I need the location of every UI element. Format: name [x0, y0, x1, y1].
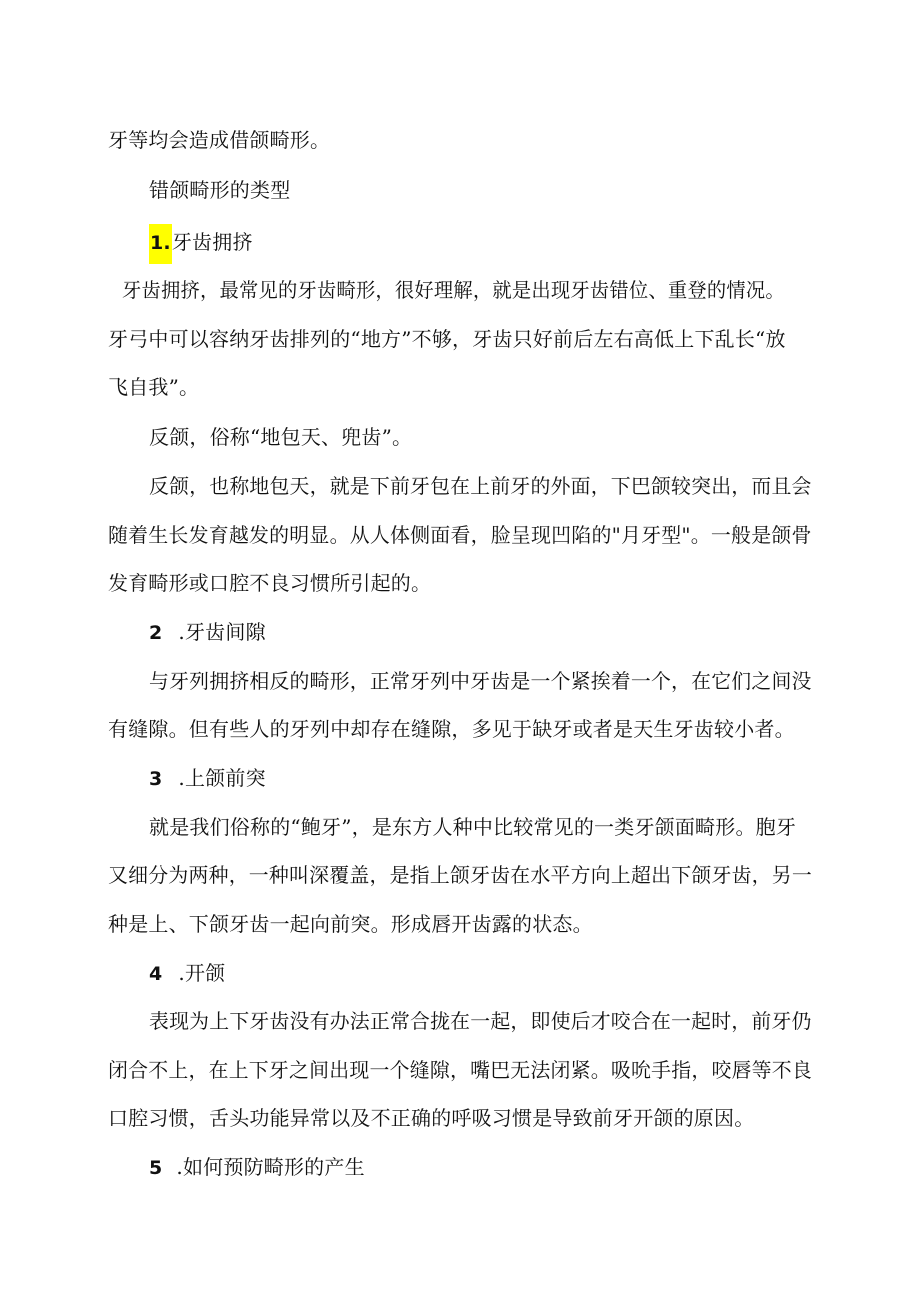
paragraph-line: 反颌，也称地包天，就是下前牙包在上前牙的外面，下巴颌较突出，而且会 [149, 474, 812, 498]
paragraph-line: 牙等均会造成借颌畸形。 [108, 128, 331, 152]
highlighted-item-number: 1. [149, 224, 172, 264]
item-heading-text: .如何预防畸形的产生 [176, 1155, 365, 1179]
paragraph-line: 随着生长发育越发的明显。从人体侧面看，脸呈现凹陷的"月牙型"。一般是颌骨 [108, 523, 812, 547]
paragraph-line: 有缝隙。但有些人的牙列中却存在缝隙，多见于缺牙或者是天生牙齿较小者。 [108, 717, 795, 741]
paragraph-line: 与牙列拥挤相反的畸形，正常牙列中牙齿是一个紧挨着一个，在它们之间没 [149, 669, 812, 693]
paragraph-line: 反颌，俗称“地包天、兜齿”。 [149, 425, 413, 449]
item-heading-5 [149, 1154, 365, 1181]
paragraph-line: 飞自我”。 [108, 375, 200, 399]
item-heading-text: 牙齿拥挤 [171, 230, 253, 254]
item-number: 3 [149, 768, 163, 790]
item-number: 5 [149, 1157, 163, 1179]
paragraph-line: 发育畸形或口腔不良习惯所引起的。 [108, 571, 432, 595]
paragraph-line: 牙弓中可以容纳牙齿排列的“地方”不够，牙齿只好前后左右高低上下乱长“放 [108, 327, 786, 351]
item-heading-text: .开颌 [178, 961, 226, 985]
item-heading-2 [149, 619, 266, 646]
section-heading: 错颌畸形的类型 [149, 178, 291, 202]
item-number: 2 [149, 622, 163, 644]
line-text: 牙齿拥挤，最常见的牙齿畸形，很好理解，就是出现牙齿错位、重登的情况。 [122, 278, 786, 302]
paragraph-line: 又细分为两种，一种叫深覆盖，是指上颌牙齿在水平方向上超出下颌牙齿，另一 [108, 863, 813, 887]
paragraph-line: 闭合不上，在上下牙之间出现一个缝隙，嘴巴无法闭紧。吸吮手指，咬唇等不良 [108, 1058, 813, 1082]
paragraph-line: 就是我们俗称的“鲍牙”，是东方人种中比较常见的一类牙颌面畸形。胞牙 [149, 815, 797, 839]
item-heading-3 [149, 765, 266, 792]
item-number: 4 [149, 963, 163, 985]
paragraph-line [108, 277, 809, 303]
item-heading-text: .上颌前突 [178, 766, 266, 790]
paragraph-line: 表现为上下牙齿没有办法正常合拢在一起，即使后才咬合在一起时，前牙仍 [149, 1009, 812, 1033]
item-heading-1 [149, 229, 253, 264]
item-heading-text: .牙齿间隙 [178, 620, 266, 644]
paragraph-line: 口腔习惯，舌头功能异常以及不正确的呼吸习惯是导致前牙开颌的原因。 [108, 1106, 755, 1130]
paragraph-line: 种是上、下颌牙齿一起向前突。形成唇开齿露的状态。 [108, 912, 593, 936]
item-heading-4 [149, 960, 225, 987]
